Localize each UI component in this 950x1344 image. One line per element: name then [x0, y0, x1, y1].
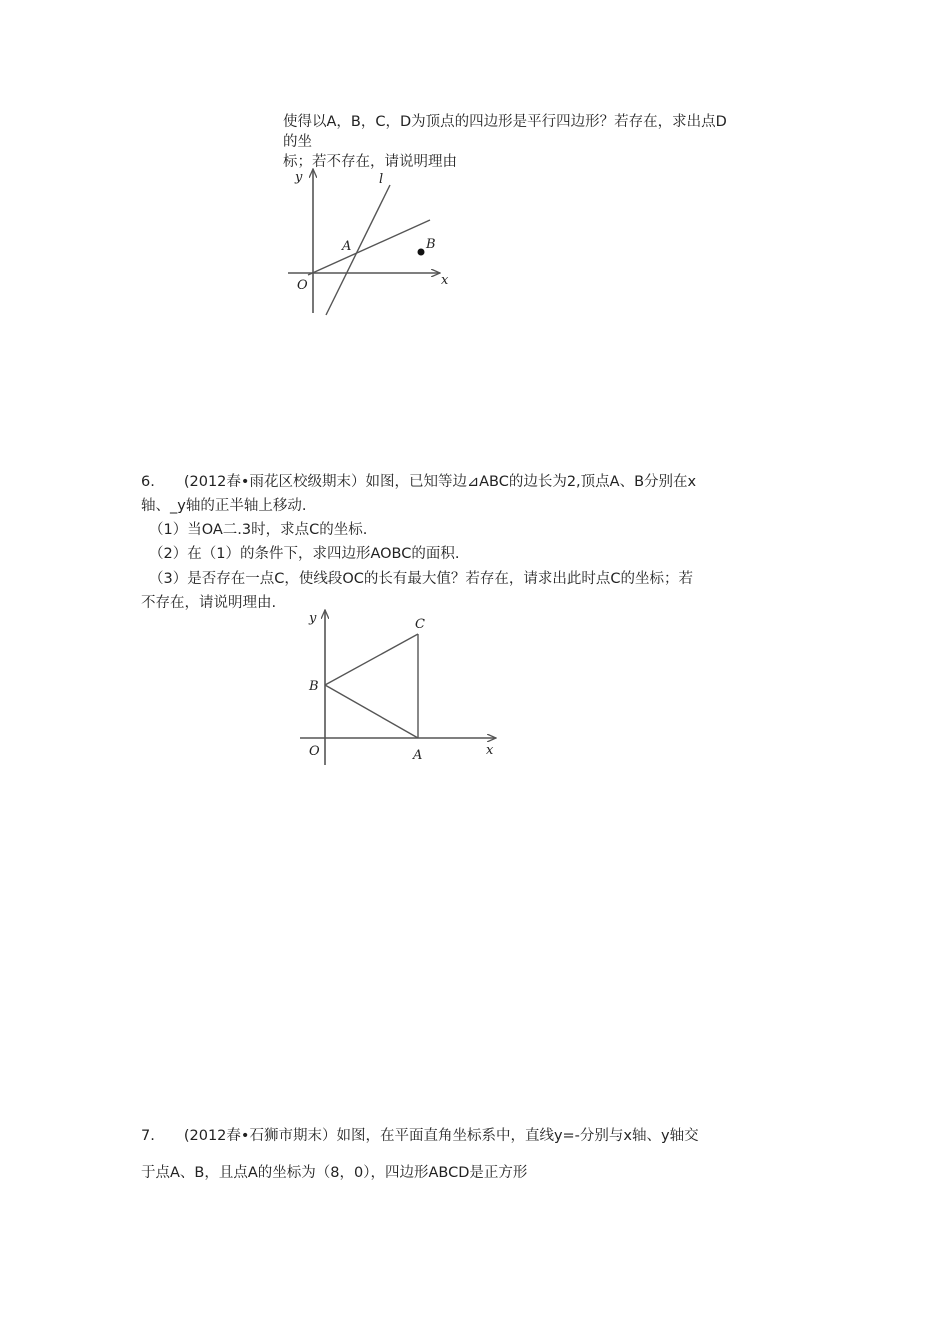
q6-part-3-line-1: （3）是否存在一点C，使线段OC的长有最大值？若存在，请求出此时点C的坐标；若	[149, 571, 694, 587]
q5-label-o: O	[297, 278, 308, 293]
q5-text-line-1: 使得以A，B，C，D为顶点的四边形是平行四边形？若存在，求出点D	[283, 114, 727, 130]
q6-label-b: B	[309, 679, 319, 694]
q5-label-l: l	[379, 172, 384, 187]
q7-text-line-2: 于点A、B，且点A的坐标为（8，0），四边形ABCD是正方形	[141, 1165, 528, 1181]
q6-text-line-2: 轴、_y轴的正半轴上移动.	[141, 498, 307, 514]
q5-line-l	[326, 185, 390, 315]
q6-part-1: （1）当OA二.3时，求点C的坐标.	[149, 522, 368, 538]
q6-label-a: A	[413, 748, 423, 763]
q6-part-2: （2）在（1）的条件下，求四边形AOBC的面积.	[149, 546, 460, 562]
q6-text-line-1: 6. (2012春•雨花区校级期末）如图，已知等边⊿ABC的边长为2,顶点A、B分别在x	[141, 474, 697, 490]
q5-label-x: x	[441, 273, 449, 288]
q6-side-bc	[325, 634, 418, 685]
q7-text-line-1: 7. (2012春•石狮市期末）如图，在平面直角坐标系中，直线y=-分别与x轴、y轴交	[141, 1128, 699, 1144]
q5-label-a: A	[342, 239, 352, 254]
q5-text-line-3: 标；若不存在，请说明理由	[283, 154, 457, 170]
q5-label-b: B	[426, 237, 436, 252]
q6-side-ba	[325, 685, 418, 738]
q6-label-o: O	[309, 744, 320, 759]
q6-part-3-line-2: 不存在，请说明理由.	[141, 595, 277, 611]
q5-label-y: y	[295, 170, 303, 185]
q5-text-line-2: 的坐	[283, 134, 312, 150]
q6-label-x: x	[486, 743, 494, 758]
q6-label-y: y	[309, 611, 317, 626]
q6-label-c: C	[415, 617, 425, 632]
q5-figure	[280, 165, 460, 320]
q5-point-b	[418, 249, 425, 256]
q6-figure	[300, 605, 505, 765]
